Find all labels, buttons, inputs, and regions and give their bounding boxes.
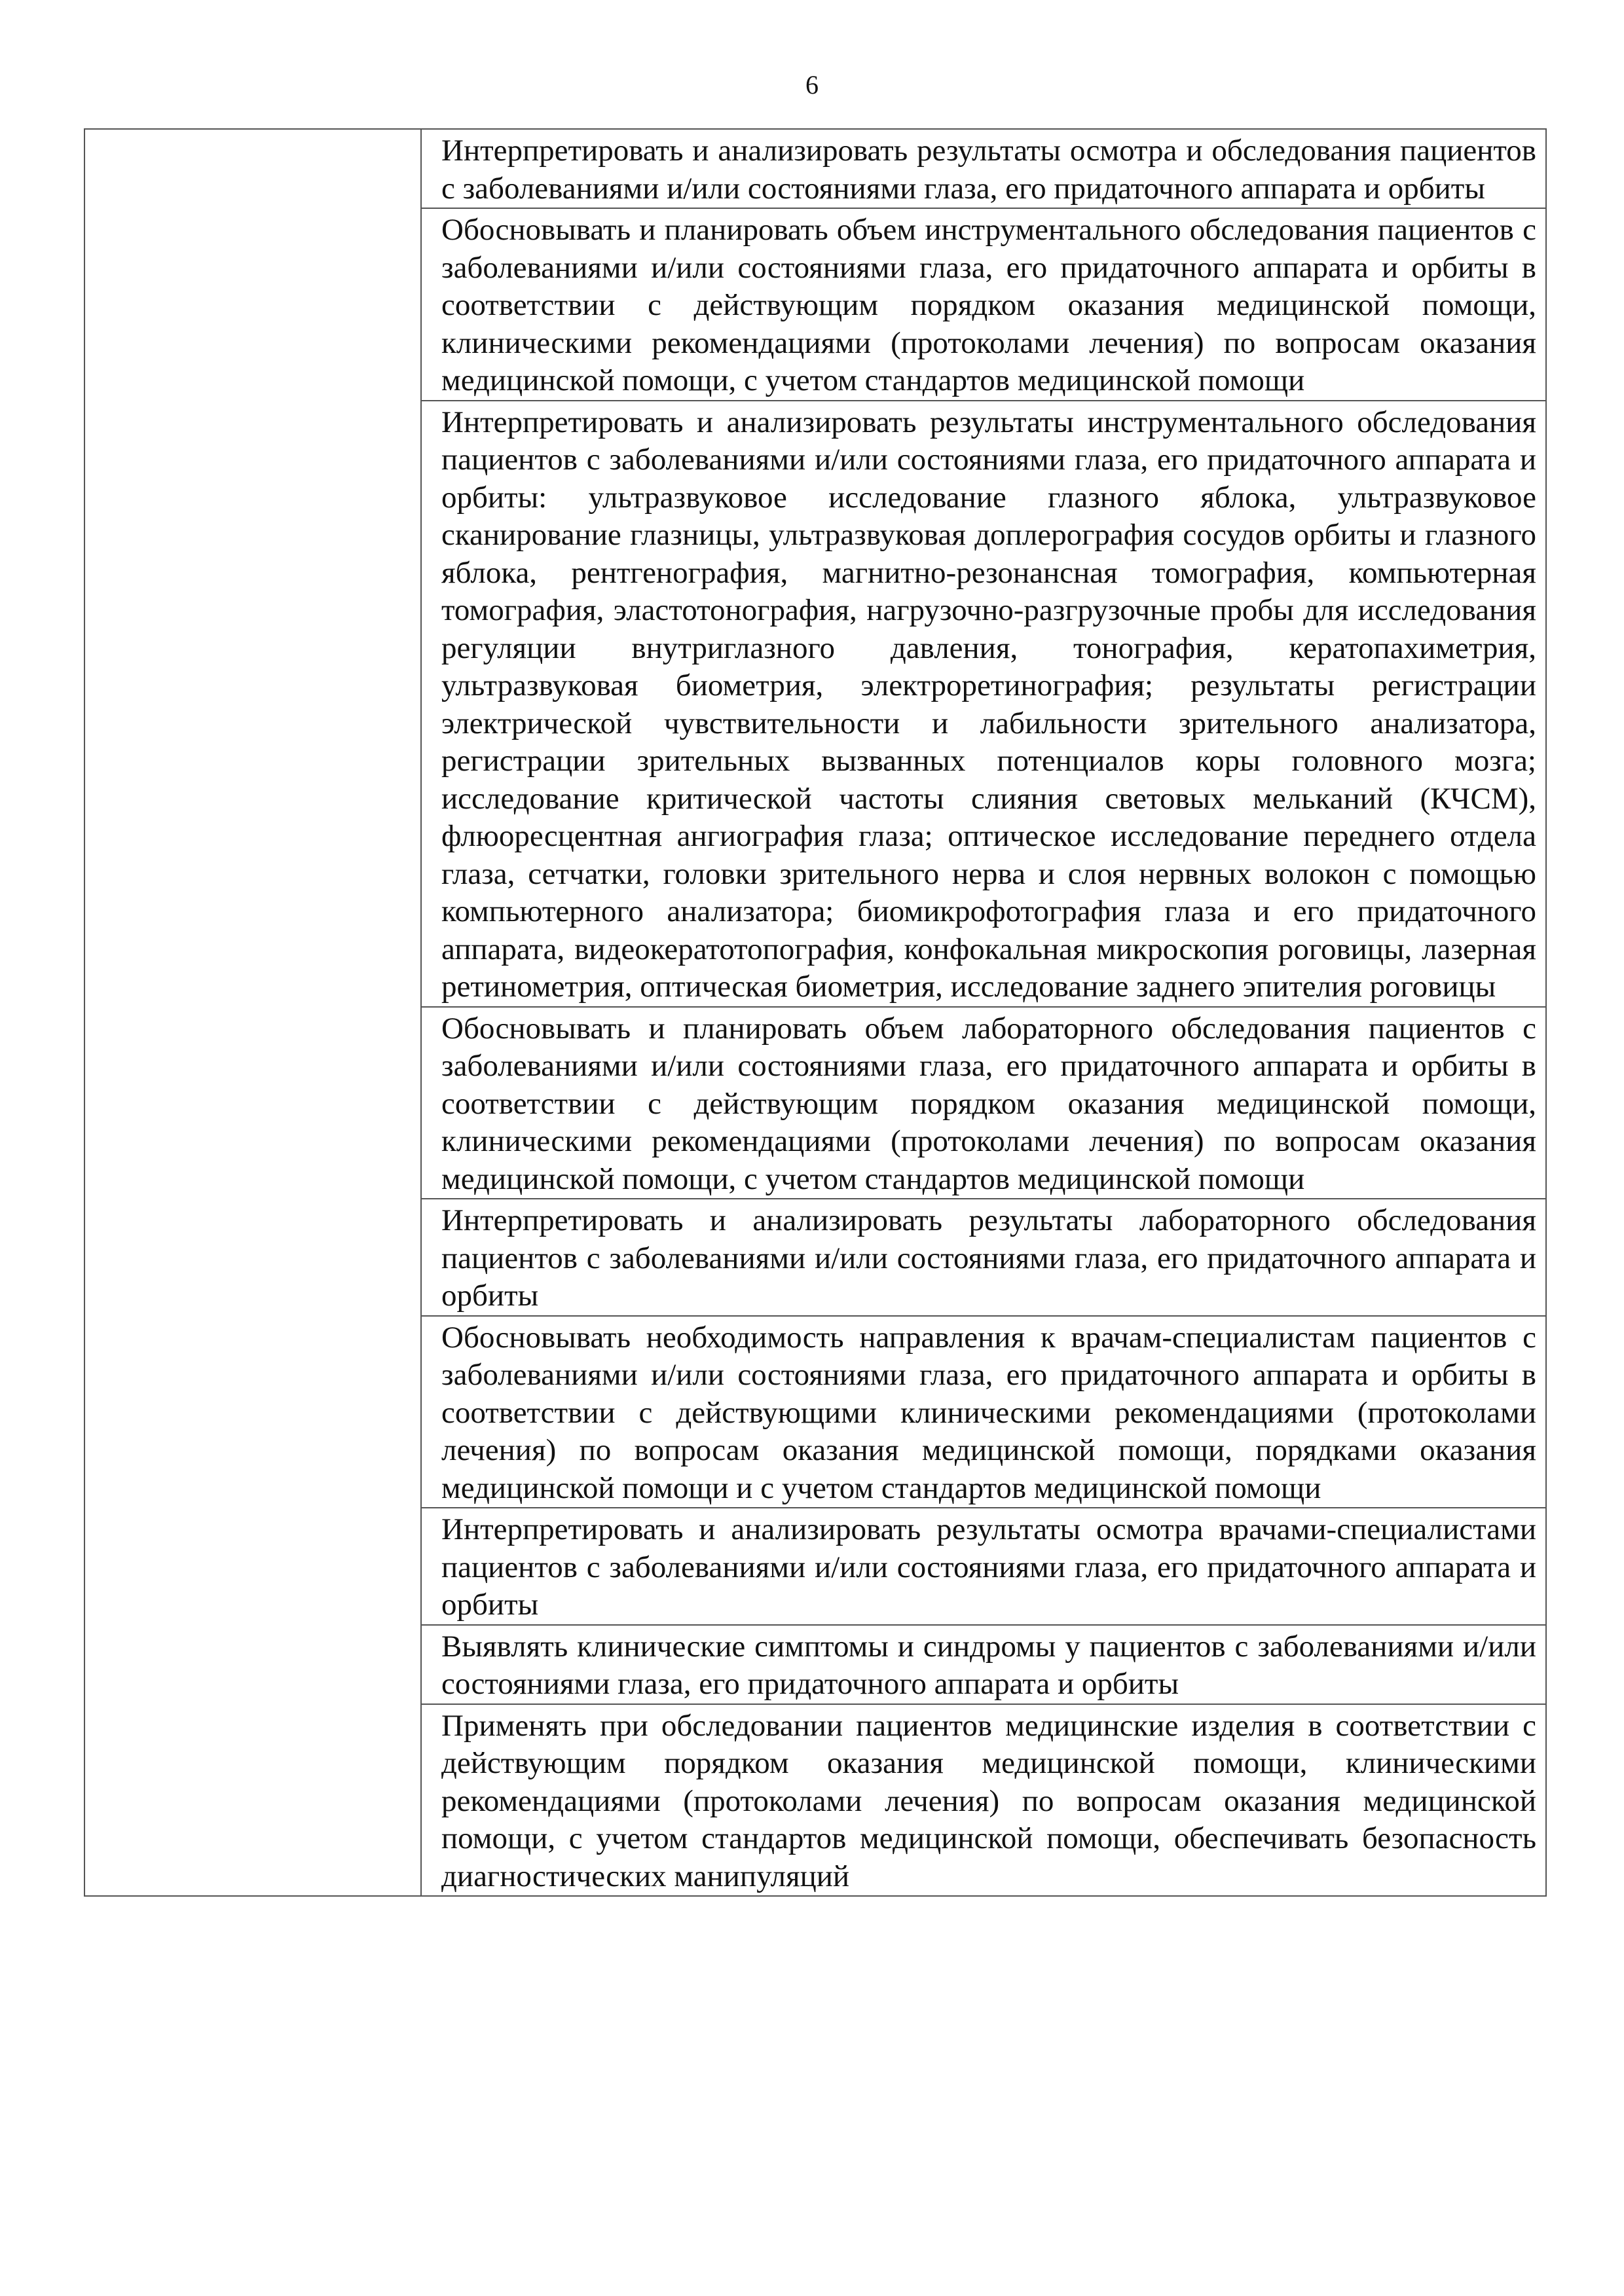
left-column-cell — [84, 129, 421, 1896]
table-cell — [421, 1316, 1546, 1508]
table-cell — [421, 129, 1546, 208]
cell-text: Обосновывать необходимость направления к врачам-специалистам пациентов с заболеваниями и/или состояниями глаза, его придаточного аппарата и орбиты в соответствии с действующими клиническими рекомендациями (протоколами лечения) по вопросам оказания медицинской помощи, порядками оказания медицинской помощи и с учетом стандартов медицинской помощи — [441, 1320, 1536, 1505]
cell-text: Интерпретировать и анализировать результаты осмотра и обследования пациентов с заболеваниями и/или состояниями глаза, его придаточного аппарата и орбиты — [441, 134, 1536, 206]
table-cell — [421, 1704, 1546, 1897]
table-cell — [421, 1007, 1546, 1199]
page-number: 6 — [805, 70, 819, 100]
table-cell — [421, 1508, 1546, 1625]
table-cell — [421, 1625, 1546, 1704]
table-cell — [421, 1199, 1546, 1316]
cell-text: Обосновывать и планировать объем инструментального обследования пациентов с заболеваниями и/или состояниями глаза, его придаточного аппарата и орбиты в соответствии с действующим порядком оказания медицинской помощи, клиническими рекомендациями (протоколами лечения) по вопросам оказания медицинской помощи, с учетом стандартов медицинской помощи — [441, 213, 1536, 397]
cell-text: Обосновывать и планировать объем лабораторного обследования пациентов с заболеваниями и/или состояниями глаза, его придаточного аппарата и орбиты в соответствии с действующим порядком оказания медицинской помощи, клиническими рекомендациями (протоколами лечения) по вопросам оказания медицинской помощи, с учетом стандартов медицинской помощи — [441, 1011, 1536, 1196]
table-cell — [421, 208, 1546, 401]
table-row — [84, 129, 1546, 208]
cell-text: Интерпретировать и анализировать результаты лабораторного обследования пациентов с заболеваниями и/или состояниями глаза, его придаточного аппарата и орбиты — [441, 1203, 1536, 1313]
table-cell — [421, 401, 1546, 1007]
cell-text: Выявлять клинические симптомы и синдромы у пациентов с заболеваниями и/или состояниями глаза, его придаточного аппарата и орбиты — [441, 1629, 1536, 1701]
cell-text: Применять при обследовании пациентов медицинские изделия в соответствии с действующим порядком оказания медицинской помощи, клиническими рекомендациями (протоколами лечения) по вопросам оказания медицинской помощи, с учетом стандартов медицинской помощи, обеспечивать безопасность диагностических манипуляций — [441, 1708, 1536, 1893]
cell-text: Интерпретировать и анализировать результаты инструментального обследования пациентов с заболеваниями и/или состояниями глаза, его придаточного аппарата и орбиты: ультразвуковое исследование глазного яблока, ультразвуковое сканирование глазницы, ультразвуковая доплерография сосудов орбиты и глазного яблока, рентгенография, магнитно-резонансная томография, компьютерная томография, эластотонография, нагрузочно-разгрузочные пробы для исследования регуляции внутриглазного давления, тонография, кератопахиметрия, ультразвуковая биометрия, электроретинография; результаты регистрации электрической чувствительности и лабильности зрительного анализатора, регистрации зрительных вызванных потенциалов коры головного мозга; исследование критической частоты слияния световых мельканий (КЧСМ), флюоресцентная ангиография глаза; оптическое исследование переднего отдела глаза, сетчатки, головки зрительного нерва и слоя нервных волокон с помощью компьютерного анализатора; биомикрофотография глаза и его придаточного аппарата, видеокератотопография, конфокальная микроскопия роговицы, лазерная ретинометрия, оптическая биометрия, исследование заднего эпителия роговицы — [441, 405, 1536, 1004]
requirements-table — [84, 128, 1547, 1897]
cell-text: Интерпретировать и анализировать результаты осмотра врачами-специалистами пациентов с заболеваниями и/или состояниями глаза, его придаточного аппарата и орбиты — [441, 1512, 1536, 1622]
